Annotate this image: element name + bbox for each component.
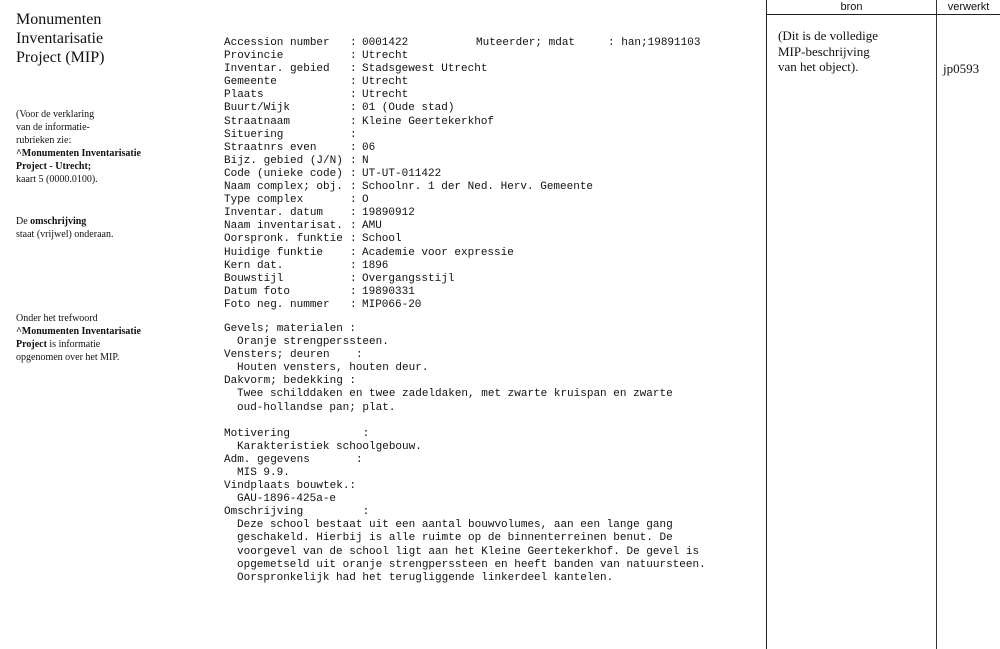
section-text: Oorspronkelijk had het terugliggende linkerdeel kantelen. [237,571,614,584]
record-field [224,260,764,273]
muteerder-field: Muteerder; mdat : han;19891103 [476,37,701,49]
field-label: Type complex [224,194,304,207]
field-value: Academie voor expressie [362,246,514,259]
sidebar [0,0,200,649]
document-title [16,10,104,67]
note-line: opgenomen over het MIP. [16,352,120,363]
field-separator: : [350,181,357,194]
field-label: Code (unieke code) [224,167,343,180]
field-label: Bouwstijl [224,272,284,285]
field-separator: : [350,76,357,89]
section-text: opgemetseld uit oranje strengperssteen en heeft banden van natuursteen. [237,558,706,571]
record-field [224,299,764,312]
record-field [224,220,764,233]
description-location-note [16,215,113,241]
field-value: 1896 [362,259,389,272]
field-value: O [362,194,369,207]
note-reference: ^Monumenten Inventarisatie [16,148,141,159]
field-value: 19890912 [362,207,415,220]
note-line: (Voor de verklaring [16,109,95,120]
field-value: UT-UT-011422 [362,167,442,180]
field-label: Provincie [224,50,284,63]
field-separator: : [350,233,357,246]
title-line: Monumenten [16,11,102,28]
field-label: Foto neg. nummer [224,298,330,311]
record-field [224,233,764,246]
field-label: Plaats [224,89,264,102]
field-label: Accession number [224,37,330,49]
note-line: De omschrijving [16,216,87,227]
record-field [224,116,764,129]
record-field [224,89,764,102]
field-label: Straatnrs even [224,141,317,154]
record-field [224,247,764,260]
field-label: Kern dat. [224,259,284,272]
field-value: AMU [362,220,382,233]
field-separator: : [350,194,357,207]
section-text: MIS 9.9. [237,466,290,479]
section-heading: Omschrijving : [224,506,370,519]
field-separator: : [350,128,357,141]
note-line: staat (vrijwel) onderaan. [16,229,114,240]
record-field [224,207,764,220]
title-line: Inventarisatie [16,30,104,47]
field-separator: : [350,220,357,233]
processed-code: jp0593 [943,61,980,76]
record-field [224,63,764,76]
field-value: Utrecht [362,76,409,89]
keyword-note [16,312,141,364]
field-separator: : [350,272,357,285]
field-separator: : [350,89,357,102]
field-label: Naam inventarisat. [224,220,343,233]
column-header-bron: bron [840,1,863,13]
field-separator: : [350,167,357,180]
field-label: Inventar. gebied [224,63,330,76]
record-field [224,273,764,286]
field-value: 19890331 [362,285,415,298]
section-heading: Dakvorm; bedekking : [224,375,357,388]
record-field [224,102,764,115]
record-description [224,323,764,585]
section-text: Twee schilddaken en twee zadeldaken, met zwarte kruispan en zwarte [237,388,673,401]
note-line: Project is informatie [16,339,101,350]
record-field [224,142,764,155]
description-section [224,375,764,414]
description-section [224,506,764,585]
note-line: kaart 5 (0000.0100). [16,174,98,185]
field-value: Utrecht [362,50,409,63]
header-rule [766,14,1000,15]
section-text: geschakeld. Hierbij is alle ruimte op de binnenterreinen benut. De [237,532,673,545]
note-reference: Project - Utrecht; [16,161,92,172]
field-separator: : [350,141,357,154]
record-field [224,50,764,63]
description-section [224,454,764,480]
field-value: 06 [362,141,376,154]
section-text: oud-hollandse pan; plat. [237,401,396,414]
column-header-verwerkt: verwerkt [947,1,990,13]
source-note-line: MIP-beschrijving [778,43,870,59]
field-separator: : [350,259,357,272]
source-note [778,28,878,75]
field-label: Naam complex; obj. [224,181,343,194]
field-value: 01 (Oude stad) [362,102,455,115]
field-value: 0001422 [362,37,409,49]
field-value: N [362,154,369,167]
field-separator: : [350,154,357,167]
section-heading: Motivering : [224,427,370,440]
field-label: Buurt/Wijk [224,102,291,115]
section-text: Oranje strengperssteen. [237,336,389,349]
section-text: Karakteristiek schoolgebouw. [237,440,422,453]
section-text: voorgevel van de school ligt aan het Kleine Geertekerkhof. De gevel is [237,545,700,558]
field-separator: : [350,102,357,115]
field-separator: : [350,285,357,298]
section-text: GAU-1896-425a-e [237,493,337,506]
record-field [224,194,764,207]
field-separator: : [350,246,357,259]
description-section [224,428,764,454]
note-line: Onder het trefwoord [16,313,98,324]
section-heading: Vensters; deuren : [224,349,363,362]
section-heading: Adm. gegevens : [224,453,363,466]
title-line: Project (MIP) [16,49,105,66]
field-value: Stadsgewest Utrecht [362,63,488,76]
description-section [224,480,764,506]
note-line: van de informatie- [16,122,90,133]
explanation-note [16,108,141,186]
record-field [224,37,764,50]
record-field [224,168,764,181]
note-reference: ^Monumenten Inventarisatie [16,326,141,337]
field-label: Straatnaam [224,115,291,128]
note-line: rubrieken zie: [16,135,72,146]
record-field [224,286,764,299]
field-label: Inventar. datum [224,207,324,220]
column-divider [766,0,767,649]
section-text: Deze school bestaat uit een aantal bouwvolumes, aan een lange gang [237,519,673,532]
section-gap [224,415,764,428]
field-value: Overgangsstijl [362,272,455,285]
section-heading: Vindplaats bouwtek.: [224,480,357,493]
field-label: Datum foto [224,285,291,298]
field-separator: : [350,207,357,220]
field-label: Situering [224,128,284,141]
field-value: Schoolnr. 1 der Ned. Herv. Gemeente [362,181,594,194]
record-fields [224,37,764,312]
field-label: Huidige funktie [224,246,324,259]
field-label: Oorspronk. funktie [224,233,343,246]
field-separator: : [350,63,357,76]
section-heading: Gevels; materialen : [224,323,357,335]
field-value: Utrecht [362,89,409,102]
record-field [224,76,764,89]
field-separator: : [350,115,357,128]
section-text: Houten vensters, houten deur. [237,362,429,375]
field-value: MIP066-20 [362,298,422,311]
field-label: Gemeente [224,76,277,89]
field-separator: : [350,37,357,49]
field-value: School [362,233,402,246]
record-field [224,129,764,142]
column-divider [936,0,937,649]
description-section [224,323,764,349]
field-value: Kleine Geertekerkhof [362,115,495,128]
field-separator: : [350,50,357,63]
source-note-line: van het object). [778,59,859,74]
field-separator: : [350,298,357,311]
description-section [224,349,764,375]
source-note-line: (Dit is de volledige [778,28,879,43]
record-field [224,155,764,168]
field-label: Bijz. gebied (J/N) [224,154,343,167]
record-field [224,181,764,194]
